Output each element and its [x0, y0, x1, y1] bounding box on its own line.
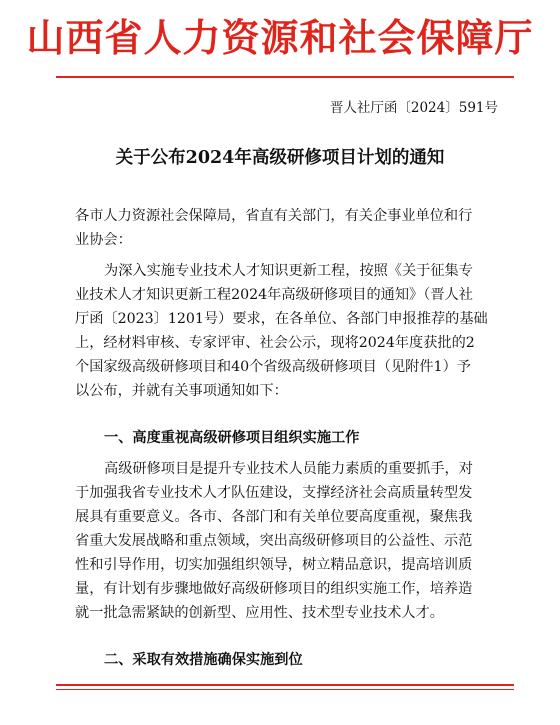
salutation-line-2: 业协会： [75, 232, 132, 248]
header-red-rule [56, 76, 514, 78]
body-line: 性和引导作用，切实加强组织领导，树立精品意识，提高培训质 [75, 557, 473, 573]
section-heading-2: 二、采取有效措施确保实施到位 [104, 652, 303, 668]
salutation-line-1: 各市人力资源社会保障局，省直有关部门，有关企事业单位和行 [75, 208, 473, 224]
body-line: 高级研修项目是提升专业技术人员能力素质的重要抓手，对 [104, 461, 473, 477]
body-line: 量，有计划有步骤地做好高级研修项目的组织实施工作，培养造 [75, 581, 473, 597]
section-heading-1: 一、高度重视高级研修项目组织实施工作 [104, 430, 360, 446]
body-line: 个国家级高级研修项目和40个省级高级研修项目（见附件1）予 [75, 359, 471, 375]
body-line: 以公布，并就有关事项通知如下： [75, 383, 288, 399]
organization-header: 山西省人力资源和社会保障厅 [26, 15, 534, 60]
body-line: 厅函〔2023〕1201号）要求，在各单位、各部门申报推荐的基础 [75, 311, 488, 327]
body-line: 省重大发展战略和重点领域，突出高级研修项目的公益性、示范 [75, 533, 473, 549]
document-title: 关于公布2024年高级研修项目计划的通知 [115, 148, 445, 168]
body-line: 展具有重要意义。各市、各部门和有关单位要高度重视，聚焦我 [75, 509, 473, 525]
body-line: 上，经材料审核、专家评审、社会公示，现将2024年度获批的2 [75, 335, 475, 351]
body-line: 为深入实施专业技术人才知识更新工程，按照《关于征集专 [104, 263, 473, 279]
body-line: 于加强我省专业技术人才队伍建设，支撑经济社会高质量转型发 [75, 485, 473, 501]
document-number: 晋人社厅函〔2024〕591号 [329, 100, 498, 116]
body-line: 业技术人才知识更新工程2024年高级研修项目的通知》（晋人社 [75, 287, 473, 303]
footer-red-rule [56, 684, 514, 686]
body-line: 就一批急需紧缺的创新型、应用性、技术型专业技术人才。 [75, 605, 444, 621]
footer-red-rule-thin [56, 689, 514, 690]
